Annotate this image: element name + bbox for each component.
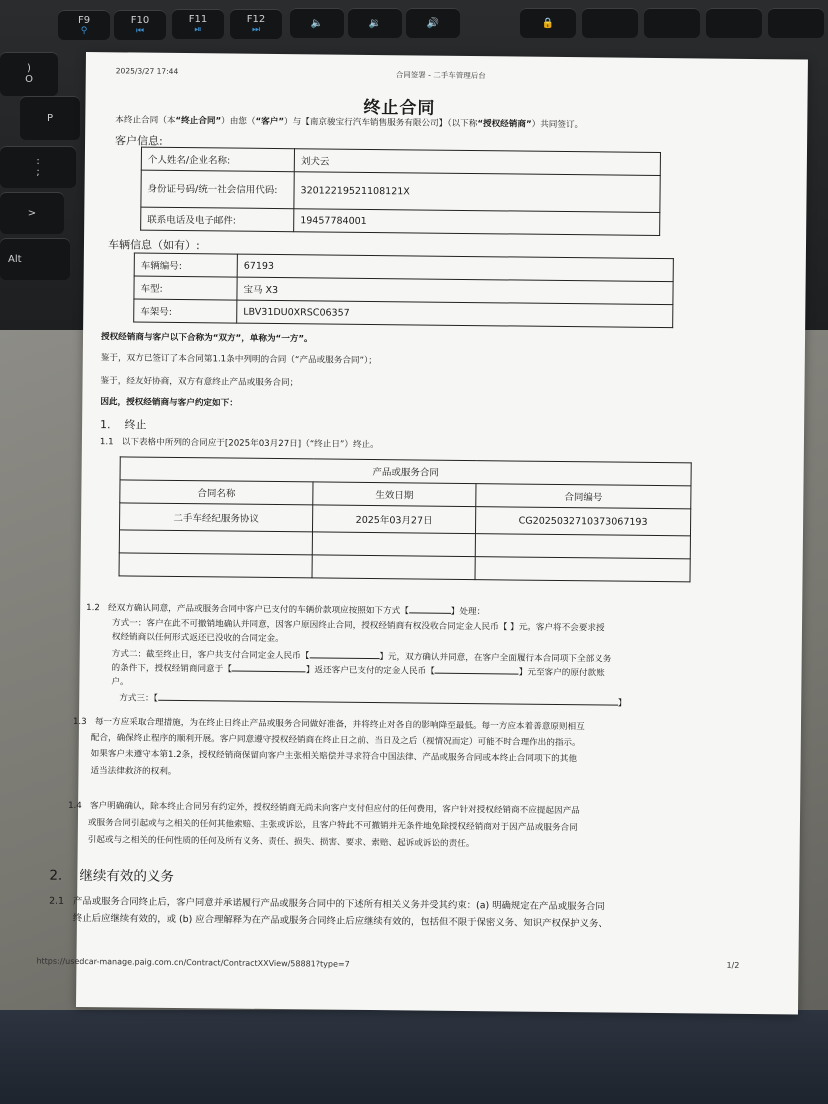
table-cell-label: 身份证号码/统一社会信用代码: xyxy=(141,170,294,209)
key-volume-up xyxy=(406,8,460,38)
section-title: 继续有效的义务 xyxy=(79,867,175,885)
key-label: Alt xyxy=(8,253,22,265)
dark-cloth xyxy=(0,1010,828,1104)
key-f11 xyxy=(172,9,224,39)
table-cell-value: 刘犬云 xyxy=(294,149,660,176)
clause-1-3 xyxy=(73,716,585,734)
table-cell-label: 车型: xyxy=(134,276,237,300)
page-number: 1/2 xyxy=(726,960,740,970)
key-blank xyxy=(644,8,700,38)
key-f10 xyxy=(114,10,166,40)
table-cell-label: 联系电话及电子邮件: xyxy=(141,207,294,232)
document-title: 终止合同 xyxy=(363,97,436,119)
intro-text: ）与【南京骏宝行汽车销售服务有限公司】（以下称 xyxy=(283,117,478,130)
clause-1-4-line-3: 引起或与之相关的任何性质的任何及所有义务、责任、损失、损害、要求、索赔、起诉或诉讼的责任。 xyxy=(87,835,475,850)
table-cell xyxy=(475,534,690,559)
print-site-title: 合同签署 - 二手车管理后台 xyxy=(395,70,486,81)
recital-2: 鉴于，经友好协商，双方有意终止产品或服务合同； xyxy=(100,376,299,389)
blank-field xyxy=(435,673,519,675)
section-title: 终止 xyxy=(124,418,147,432)
clause-text: 产品或服务合同终止后，客户同意并承诺履行产品或服务合同中的下述所有相关义务并受其约束：(a) 明确规定在产品或服务合同 xyxy=(72,895,605,913)
intro-text: “终止合同” xyxy=(175,115,222,127)
agreement-lead: 因此，授权经销商与客户约定如下： xyxy=(100,397,238,409)
vehicle-info-heading: 车辆信息（如有）: xyxy=(107,238,200,253)
method-2-line-3: 户。 xyxy=(111,677,129,688)
clause-1-3-line-4: 适当法律救济的权利。 xyxy=(90,766,177,777)
blank-field xyxy=(309,657,379,659)
table-row xyxy=(141,207,660,235)
key-label: F12 xyxy=(246,13,266,25)
key-label: : xyxy=(36,156,40,167)
clause-text: 】元，双方确认并同意，在客户全面履行本合同项下全部义务 xyxy=(379,652,612,665)
table-cell-label: 个人姓名/企业名称: xyxy=(141,147,294,172)
clause-text: 的条件下，授权经销商同意于【 xyxy=(111,663,232,675)
clause-number: 1.3 xyxy=(72,716,87,728)
clause-number: 1.4 xyxy=(68,800,82,811)
key-label: F10 xyxy=(130,14,150,26)
clause-text: 每一方应采取合理措施，为在终止日终止产品或服务合同做好准备，并将终止对各自的影响降至最低。每一方应本着善意原则相互 xyxy=(94,717,585,733)
customer-info-table xyxy=(140,147,661,236)
print-datetime: 2025/3/27 17:44 xyxy=(115,66,179,76)
intro-text: ）由您（ xyxy=(221,116,256,127)
table-cell-value: 宝马 X3 xyxy=(237,277,673,305)
key-label: P xyxy=(46,112,54,124)
key-alt xyxy=(0,238,70,280)
key-blank xyxy=(582,8,638,38)
volume-up-icon: 🔊 xyxy=(426,17,440,29)
table-cell xyxy=(119,553,312,578)
method-1-line-2: 权经销商以任何形式返还已没收的合同定金。 xyxy=(111,632,284,645)
search-icon: ⚲ xyxy=(80,25,88,36)
intro-text: 本终止合同（本 xyxy=(115,115,176,126)
clause-text: 】处理： xyxy=(450,606,486,618)
print-url: https://usedcar-manage.paig.com.cn/Contract/ContractXXView/58881?type=7 xyxy=(36,956,350,969)
clause-1-1 xyxy=(100,436,379,452)
key-lock xyxy=(520,8,576,38)
table-cell xyxy=(475,557,690,582)
table-cell xyxy=(312,555,475,580)
intro-text: “客户” xyxy=(255,116,285,128)
key-label: ) xyxy=(27,63,31,74)
section-number: 2. xyxy=(49,867,63,884)
blank-field xyxy=(232,671,306,673)
contract-list-table xyxy=(119,456,692,582)
clause-text: 经双方确认同意，产品或服务合同中客户已支付的车辆价款项应按照如下方式【 xyxy=(107,603,409,617)
blank-field xyxy=(409,612,451,613)
table-cell-value: 19457784001 xyxy=(294,209,660,236)
rewind-icon: ⏮ xyxy=(135,25,145,36)
customer-info-heading: 客户信息: xyxy=(115,134,163,148)
table-cell: CG2025032710373067193 xyxy=(475,507,690,536)
lock-icon: 🔒 xyxy=(541,17,555,29)
clause-text: 客户明确确认，除本终止合同另有约定外，授权经销商无尚未向客户支付但应付的任何费用，客户针对授权经销商不应提起因产品 xyxy=(89,801,580,817)
clause-1-4-line-2: 或服务合同引起或与之相关的任何其他索赔、主张或诉讼，且客户特此不可撤销并无条件地免除授权经销商对于因产品或服务合同 xyxy=(87,818,578,834)
blank-field xyxy=(158,700,618,706)
clause-number: 2.1 xyxy=(49,895,65,907)
clause-2-1 xyxy=(49,895,605,914)
key-p xyxy=(20,96,80,140)
clause-2-1-line-2: 终止后应继续有效的，或 (b) 应合理解释为在产品或服务合同终止后应继续有效的，包括但不限于保密义务、知识产权保护义务、 xyxy=(72,912,608,930)
table-row xyxy=(134,299,673,328)
table-caption: 产品或服务合同 xyxy=(120,457,691,486)
key-label: F9 xyxy=(77,14,91,26)
mute-icon: 🔈 xyxy=(310,17,324,29)
key-volume-down xyxy=(348,8,402,38)
key-mute xyxy=(290,8,344,38)
table-cell-label: 车架号: xyxy=(134,299,237,323)
section-number: 1. xyxy=(100,418,111,432)
recital-1: 鉴于，双方已签订了本合同第1.1条中列明的合同（“产品或服务合同”）； xyxy=(100,353,377,367)
key-0 xyxy=(0,52,58,96)
intro-text: “授权经销商” xyxy=(477,119,532,130)
key-semicolon xyxy=(0,146,76,188)
intro-paragraph xyxy=(115,114,583,132)
key-greater xyxy=(0,192,64,234)
vehicle-info-table xyxy=(133,253,674,329)
key-label: O xyxy=(25,74,33,85)
intro-text: ）共同签订。 xyxy=(531,119,584,131)
table-cell-label: 车辆编号: xyxy=(134,253,237,277)
table-cell-value: LBV31DU0XRSC06357 xyxy=(237,300,673,328)
clause-number: 1.1 xyxy=(99,437,114,448)
clause-text: 】返还客户已支付的定金人民币【 xyxy=(305,665,435,677)
table-cell: 二手车经纪服务协议 xyxy=(119,503,312,532)
fast-forward-icon: ⏭ xyxy=(251,24,261,35)
key-blank xyxy=(706,8,762,38)
method-3-line xyxy=(119,692,626,710)
section-2-heading xyxy=(49,864,174,885)
key-label: > xyxy=(27,207,37,219)
table-row xyxy=(141,170,660,212)
section-1-heading xyxy=(100,416,147,432)
key-blank xyxy=(768,8,824,38)
table-cell-value: 67193 xyxy=(237,254,673,282)
clause-text: 】 xyxy=(617,698,627,709)
clause-text: 以下表格中所列的合同应于[2025年03月27日]（“终止日”）终止。 xyxy=(121,437,379,451)
clause-1-3-line-2: 配合，确保终止程序的顺利开展。客户同意遵守授权经销商在终止日之前、当日及之后（视情况而定）可能不时合理作出的指示。 xyxy=(90,733,581,749)
key-label: ; xyxy=(36,167,40,178)
clause-1-2-lead xyxy=(86,602,485,619)
parties-definition: 授权经销商与客户以下合称为“双方”，单称为“一方”。 xyxy=(100,332,313,345)
clause-number: 1.2 xyxy=(86,603,100,614)
key-f12 xyxy=(230,9,282,39)
volume-down-icon: 🔉 xyxy=(368,17,382,29)
table-header: 生效日期 xyxy=(313,482,476,507)
table-row-empty xyxy=(119,553,690,582)
key-label: F11 xyxy=(188,13,208,25)
table-header: 合同编号 xyxy=(476,484,691,509)
clause-1-4 xyxy=(68,800,580,818)
table-cell: 2025年03月27日 xyxy=(312,505,475,534)
play-pause-icon: ⏯ xyxy=(194,24,202,35)
clause-1-3-line-3: 如果客户未遵守本第1.2条，授权经销商保留向客户主张相关赔偿并寻求符合中国法律、产品或服务合同或本终止合同项下的其他 xyxy=(90,749,578,765)
key-f9 xyxy=(58,10,110,40)
table-cell-value: 32012219521108121X xyxy=(294,172,660,213)
table-cell xyxy=(312,532,475,557)
contract-page xyxy=(36,52,808,1015)
clause-text: 方式三：【 xyxy=(119,693,158,704)
method-1-line-1: 方式一：客户在此不可撤销地确认并同意，因客户原因终止合同，授权经销商有权没收合同定金人民币【 】元。客户将不会要求授 xyxy=(111,618,605,634)
table-header: 合同名称 xyxy=(120,480,313,505)
clause-text: 】元至客户的原付款账 xyxy=(518,667,605,679)
table-cell xyxy=(119,530,312,555)
clause-text: 方式二：截至终止日，客户共支付合同定金人民币【 xyxy=(111,649,310,662)
